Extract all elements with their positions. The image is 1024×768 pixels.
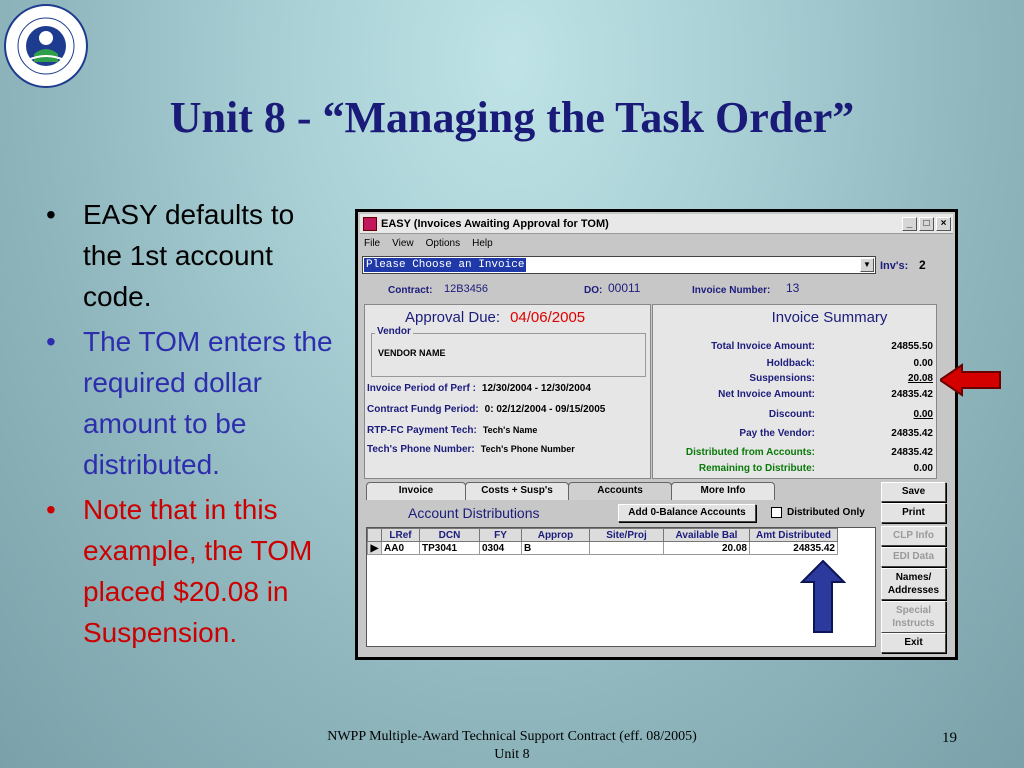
window-title: EASY (Invoices Awaiting Approval for TOM) xyxy=(381,217,609,230)
summary-value: 24855.50 xyxy=(891,341,933,352)
bullet-marker: • xyxy=(46,326,56,357)
account-distributions-title: Account Distributions xyxy=(408,505,540,521)
summary-label: Total Invoice Amount: xyxy=(711,341,815,352)
footer-line-1: NWPP Multiple-Award Technical Support Contract (eff. 08/2005) xyxy=(327,729,697,744)
window-body xyxy=(358,212,955,657)
menu-file[interactable]: File xyxy=(364,238,381,249)
cell-amt-distributed[interactable]: 24835.42 xyxy=(750,542,838,555)
table-row[interactable] xyxy=(368,542,838,555)
summary-label: Remaining to Distribute: xyxy=(698,463,815,474)
tab-more-info[interactable]: More Info xyxy=(671,482,775,500)
row-selector-header xyxy=(368,529,382,542)
invoice-select-value: Please Choose an Invoice xyxy=(366,259,525,271)
vendor-box xyxy=(371,326,646,377)
distributed-only-label: Distributed Only xyxy=(787,507,865,518)
clp-info-button[interactable]: CLP Info xyxy=(881,526,946,546)
summary-value: 0.00 xyxy=(913,358,933,369)
row-value: 0: 02/12/2004 - 09/15/2005 xyxy=(484,404,606,415)
row-value: Tech's Name xyxy=(482,425,538,435)
invoice-number-value: 13 xyxy=(786,281,800,295)
col-approp[interactable]: Approp xyxy=(522,529,590,542)
row-value: Tech's Phone Number xyxy=(480,444,575,454)
footer-line-2: Unit 8 xyxy=(494,747,530,762)
cell-lref[interactable]: AA0 xyxy=(382,542,420,555)
payment-tech-row xyxy=(367,425,537,436)
row-value: 12/30/2004 - 12/30/2004 xyxy=(481,383,591,394)
row-label: Contract Fundg Period: xyxy=(367,404,479,415)
epa-logo-icon xyxy=(4,4,88,88)
row-label: Tech's Phone Number: xyxy=(367,444,475,455)
invoice-summary-panel xyxy=(652,304,937,479)
invoice-details-panel xyxy=(364,304,651,479)
distributed-only-toggle[interactable] xyxy=(771,507,865,518)
bullet-item xyxy=(46,321,336,485)
funding-period-row xyxy=(367,404,605,415)
col-amt-distributed[interactable]: Amt Distributed xyxy=(750,529,838,542)
row-label: Invoice Period of Perf : xyxy=(367,383,476,394)
cell-approp[interactable]: B xyxy=(522,542,590,555)
slide-footer xyxy=(250,728,774,764)
bullet-item xyxy=(46,194,336,317)
grid-header xyxy=(368,529,838,542)
invs-label: Inv's: xyxy=(880,260,909,272)
approval-due-value: 04/06/2005 xyxy=(510,309,586,326)
cell-site-proj[interactable] xyxy=(590,542,664,555)
arrow-up-icon xyxy=(800,560,846,634)
contract-label: Contract: xyxy=(388,285,433,296)
app-icon xyxy=(363,217,377,231)
col-fy[interactable]: FY xyxy=(480,529,522,542)
cell-available-bal[interactable]: 20.08 xyxy=(664,542,750,555)
names-addresses-button[interactable]: Names/ Addresses xyxy=(881,568,946,600)
summary-value: 24835.42 xyxy=(891,389,933,400)
summary-value: 24835.42 xyxy=(891,447,933,458)
menu-bar xyxy=(364,238,493,249)
summary-value: 24835.42 xyxy=(891,428,933,439)
approval-due-label: Approval Due: xyxy=(405,309,501,326)
summary-label: Suspensions: xyxy=(749,373,815,384)
do-value: 00011 xyxy=(608,281,641,295)
suspensions-value[interactable]: 20.08 xyxy=(907,373,933,384)
tab-strip xyxy=(366,482,774,500)
invs-value: 2 xyxy=(919,258,926,272)
col-available-bal[interactable]: Available Bal xyxy=(664,529,750,542)
bullet-marker: • xyxy=(46,494,56,525)
bullet-text: The TOM enters the required dollar amount to be distributed. xyxy=(83,326,333,480)
contract-value: 12B3456 xyxy=(444,283,489,295)
col-lref[interactable]: LRef xyxy=(382,529,420,542)
tab-invoice[interactable]: Invoice xyxy=(366,482,466,500)
vendor-label: Vendor xyxy=(377,326,411,337)
add-zero-balance-button[interactable]: Add 0-Balance Accounts xyxy=(618,504,756,522)
menu-view[interactable]: View xyxy=(392,238,414,249)
tech-phone-row xyxy=(367,444,575,455)
tab-costs-susps[interactable]: Costs + Susp's xyxy=(465,482,569,500)
bullet-list xyxy=(46,194,336,657)
invoice-number-label: Invoice Number: xyxy=(692,285,771,296)
chevron-down-icon[interactable]: ▼ xyxy=(860,258,874,272)
bullet-text: EASY defaults to the 1st account code. xyxy=(83,199,295,312)
bullet-text: Note that in this example, the TOM placed $20.08 in Suspension. xyxy=(83,494,313,648)
special-instructs-button[interactable]: Special Instructs xyxy=(881,601,946,633)
summary-value[interactable]: 0.00 xyxy=(913,409,933,420)
minimize-button[interactable]: _ xyxy=(902,217,917,231)
window-titlebar[interactable] xyxy=(360,214,953,234)
invoice-summary-title: Invoice Summary xyxy=(771,309,888,326)
menu-options[interactable]: Options xyxy=(425,238,461,249)
menu-help[interactable]: Help xyxy=(472,238,493,249)
summary-label: Holdback: xyxy=(766,358,815,369)
cell-dcn[interactable]: TP3041 xyxy=(420,542,480,555)
approval-due xyxy=(405,309,585,326)
cell-fy[interactable]: 0304 xyxy=(480,542,522,555)
save-button[interactable]: Save xyxy=(881,482,946,502)
summary-label: Net Invoice Amount: xyxy=(718,389,815,400)
easy-window xyxy=(355,209,958,660)
page-number: 19 xyxy=(942,730,957,746)
arrow-left-icon xyxy=(940,363,1002,397)
period-of-perf-row xyxy=(367,383,591,394)
edi-data-button[interactable]: EDI Data xyxy=(881,547,946,567)
invoice-select[interactable] xyxy=(362,256,876,274)
bullet-item xyxy=(46,489,336,653)
summary-value: 0.00 xyxy=(913,463,933,474)
col-site-proj[interactable]: Site/Proj xyxy=(590,529,664,542)
print-button[interactable]: Print xyxy=(881,503,946,523)
close-button[interactable]: × xyxy=(936,217,951,231)
summary-label: Discount: xyxy=(768,409,815,420)
do-label: DO: xyxy=(584,285,603,296)
col-dcn[interactable]: DCN xyxy=(420,529,480,542)
row-selector-icon[interactable]: ▶ xyxy=(368,542,382,555)
summary-label: Distributed from Accounts: xyxy=(685,447,815,458)
maximize-button[interactable]: □ xyxy=(919,217,934,231)
bullet-marker: • xyxy=(46,199,56,230)
row-label: RTP-FC Payment Tech: xyxy=(367,425,477,436)
tab-accounts[interactable]: Accounts xyxy=(568,482,672,500)
summary-label: Pay the Vendor: xyxy=(739,428,815,439)
vendor-name: VENDOR NAME xyxy=(378,348,446,358)
slide-title: Unit 8 - “Managing the Task Order” xyxy=(169,93,855,142)
exit-button[interactable]: Exit xyxy=(881,633,946,653)
distributed-only-checkbox[interactable] xyxy=(771,507,782,518)
